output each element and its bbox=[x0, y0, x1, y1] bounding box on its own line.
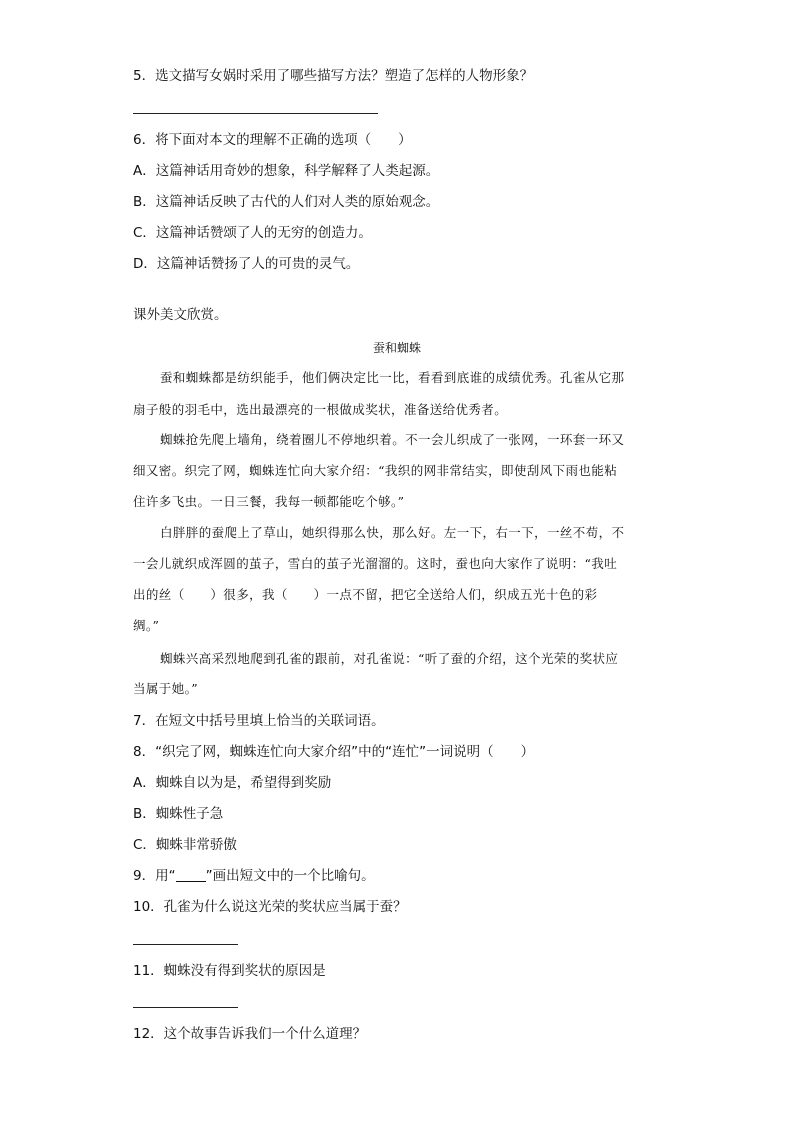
question-12: 12．这个故事告诉我们一个什么道理？ bbox=[133, 1026, 367, 1042]
answer-line-10[interactable] bbox=[133, 944, 238, 945]
q6-option-c: C．这篇神话赞颂了人的无穷的创造力。 bbox=[133, 225, 372, 241]
passage-line: 蚕和蜘蛛都是纺织能手，他们俩决定比一比，看看到底谁的成绩优秀。孔雀从它那 bbox=[160, 370, 625, 385]
q6-option-a: A．这篇神话用奇妙的想象，科学解释了人类起源。 bbox=[133, 163, 440, 179]
q6-option-d: D．这篇神话赞扬了人的可贵的灵气。 bbox=[133, 256, 360, 272]
question-10: 10．孔雀为什么说这光荣的奖状应当属于蚕？ bbox=[133, 899, 407, 915]
passage-line: 当属于她。” bbox=[133, 681, 199, 696]
question-8: 8．“织完了网，蜘蛛连忙向大家介绍”中的“连忙”一词说明（ ） bbox=[133, 744, 535, 760]
passage-line: 蜘蛛抢先爬上墙角，绕着圈儿不停地织着。不一会儿织成了一张网，一环套一环又 bbox=[160, 432, 625, 447]
passage-line: 白胖胖的蚕爬上了草山，她织得那么快，那么好。左一下，右一下，一丝不苟，不 bbox=[160, 525, 625, 540]
answer-line-11[interactable] bbox=[133, 1007, 238, 1008]
q6-option-b: B．这篇神话反映了古代的人们对人类的原始观念。 bbox=[133, 194, 440, 210]
question-7: 7．在短文中括号里填上恰当的关联词语。 bbox=[133, 713, 385, 729]
question-5: 5．选文描写女娲时采用了哪些描写方法？塑造了怎样的人物形象？ bbox=[133, 68, 534, 84]
passage-line: 出的丝（ ）很多，我（ ）一点不留，把它全送给人们，织成五光十色的彩 bbox=[133, 587, 598, 602]
q9-text-before: 9．用“ bbox=[133, 868, 176, 884]
section-label: 课外美文欣赏。 bbox=[133, 307, 228, 323]
passage-line: 扇子般的羽毛中，选出最漂亮的一根做成奖状，准备送给优秀者。 bbox=[133, 402, 508, 417]
passage-line: 绸。” bbox=[133, 618, 160, 633]
answer-line-5[interactable] bbox=[133, 113, 378, 114]
passage-line: 住许多飞虫。一日三餐，我每一顿都能吃个够。” bbox=[133, 494, 405, 509]
passage-line: 蜘蛛兴高采烈地爬到孔雀的跟前，对孔雀说：“听了蚕的介绍，这个光荣的奖状应 bbox=[160, 651, 619, 666]
passage-line: 细又密。织完了网，蜘蛛连忙向大家介绍：“我织的网非常结实，即使刮风下雨也能粘 bbox=[133, 463, 618, 478]
passage-line: 一会儿就织成浑圆的茧子，雪白的茧子光溜溜的。这时，蚕也向大家作了说明：“我吐 bbox=[133, 556, 618, 571]
question-9 bbox=[133, 866, 375, 886]
question-6: 6．将下面对本文的理解不正确的选项（ ） bbox=[133, 132, 412, 148]
q9-text-after: ”画出短文中的一个比喻句。 bbox=[205, 868, 375, 884]
q8-option-c: C．蜘蛛非常骄傲 bbox=[133, 837, 237, 853]
underline-sample bbox=[176, 867, 206, 882]
q8-option-b: B．蜘蛛性子急 bbox=[133, 806, 224, 822]
question-11: 11．蜘蛛没有得到奖状的原因是 bbox=[133, 963, 326, 979]
q8-option-a: A．蜘蛛自以为是，希望得到奖励 bbox=[133, 775, 332, 791]
passage-title: 蚕和蜘蛛 bbox=[372, 341, 421, 355]
